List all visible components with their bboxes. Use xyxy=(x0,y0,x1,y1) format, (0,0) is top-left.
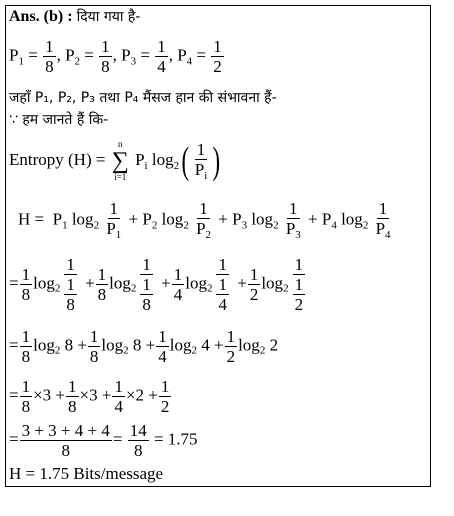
multiplication-line: = $\frac{1}{8}$ ×3 + $\frac{1}{8}$ ×3 + $\frac{1}{4}$ ×2 + $\frac{1}{2}$ xyxy=(9,377,170,416)
answer-label: Ans. (b) : xyxy=(9,8,73,25)
p1-fraction: $\frac{1}{8}$ xyxy=(45,37,54,76)
p2-fraction: $\frac{1}{8}$ xyxy=(101,37,110,76)
substitution-line: = $\frac{1}{8}$ log2 $\frac{1}{\frac{1}{8}}$ + $\frac{1}{8}$ log2 $\frac{1}{\frac{1}{8}}$ + $\frac{1}{4}$ log2 $\frac{1}{\frac{1}{4}}$ + $\frac{1}{2}$ log2 $\frac{1}{\frac{1}{2}}$ xyxy=(9,255,304,314)
hindi-line-2: ∵ हम जानते हैं कि- xyxy=(9,112,109,128)
total-line: = $\frac{3 + 3 + 4 + 4}{8}$ = $\frac{14}{8}$ = 1.75 xyxy=(9,421,198,460)
answer-header xyxy=(9,7,140,26)
p4-fraction: $\frac{1}{2}$ xyxy=(213,37,222,76)
p3-fraction: $\frac{1}{4}$ xyxy=(157,37,166,76)
final-answer: H = 1.75 Bits/message xyxy=(9,464,164,483)
log-values-line: = $\frac{1}{8}$ log2 8 + $\frac{1}{8}$ log2 8 + $\frac{1}{4}$ log2 4 + $\frac{1}{2}$ log2 2 xyxy=(9,327,279,366)
given-text: दिया गया है- xyxy=(76,9,141,25)
entropy-formula: Entropy (H) = n ∑ i=1 $P_i$ $\log_2$( $\frac{1}{P_i}$ ) xyxy=(9,139,221,182)
entropy-expansion: $H = P_1$ $\log_2$ $\frac{1}{P_1}$ + $P_2$ $\log_2$ $\frac{1}{P_2}$ + $P_3$ $\log_2$ $\frac{1}{P_3}$ + $P_4$ $\log_2$ $\frac{1}{P_4}$ xyxy=(18,199,391,241)
given-probabilities: $P_1$ = $\frac{1}{8}$ , $P_2$ = $\frac{1}{8}$ , $P_3$ = $\frac{1}{4}$ , $P_4$ = $\frac{1}{2}$ xyxy=(9,37,222,76)
summation-symbol: n ∑ i=1 xyxy=(111,139,129,182)
hindi-line-1: जहाँ P₁, P₂, P₃ तथा P₄ मैंसज हान की संभावना हैं- xyxy=(9,90,277,106)
total-value: = 1.75 xyxy=(153,429,198,449)
entropy-label: Entropy (H) = xyxy=(9,149,106,169)
